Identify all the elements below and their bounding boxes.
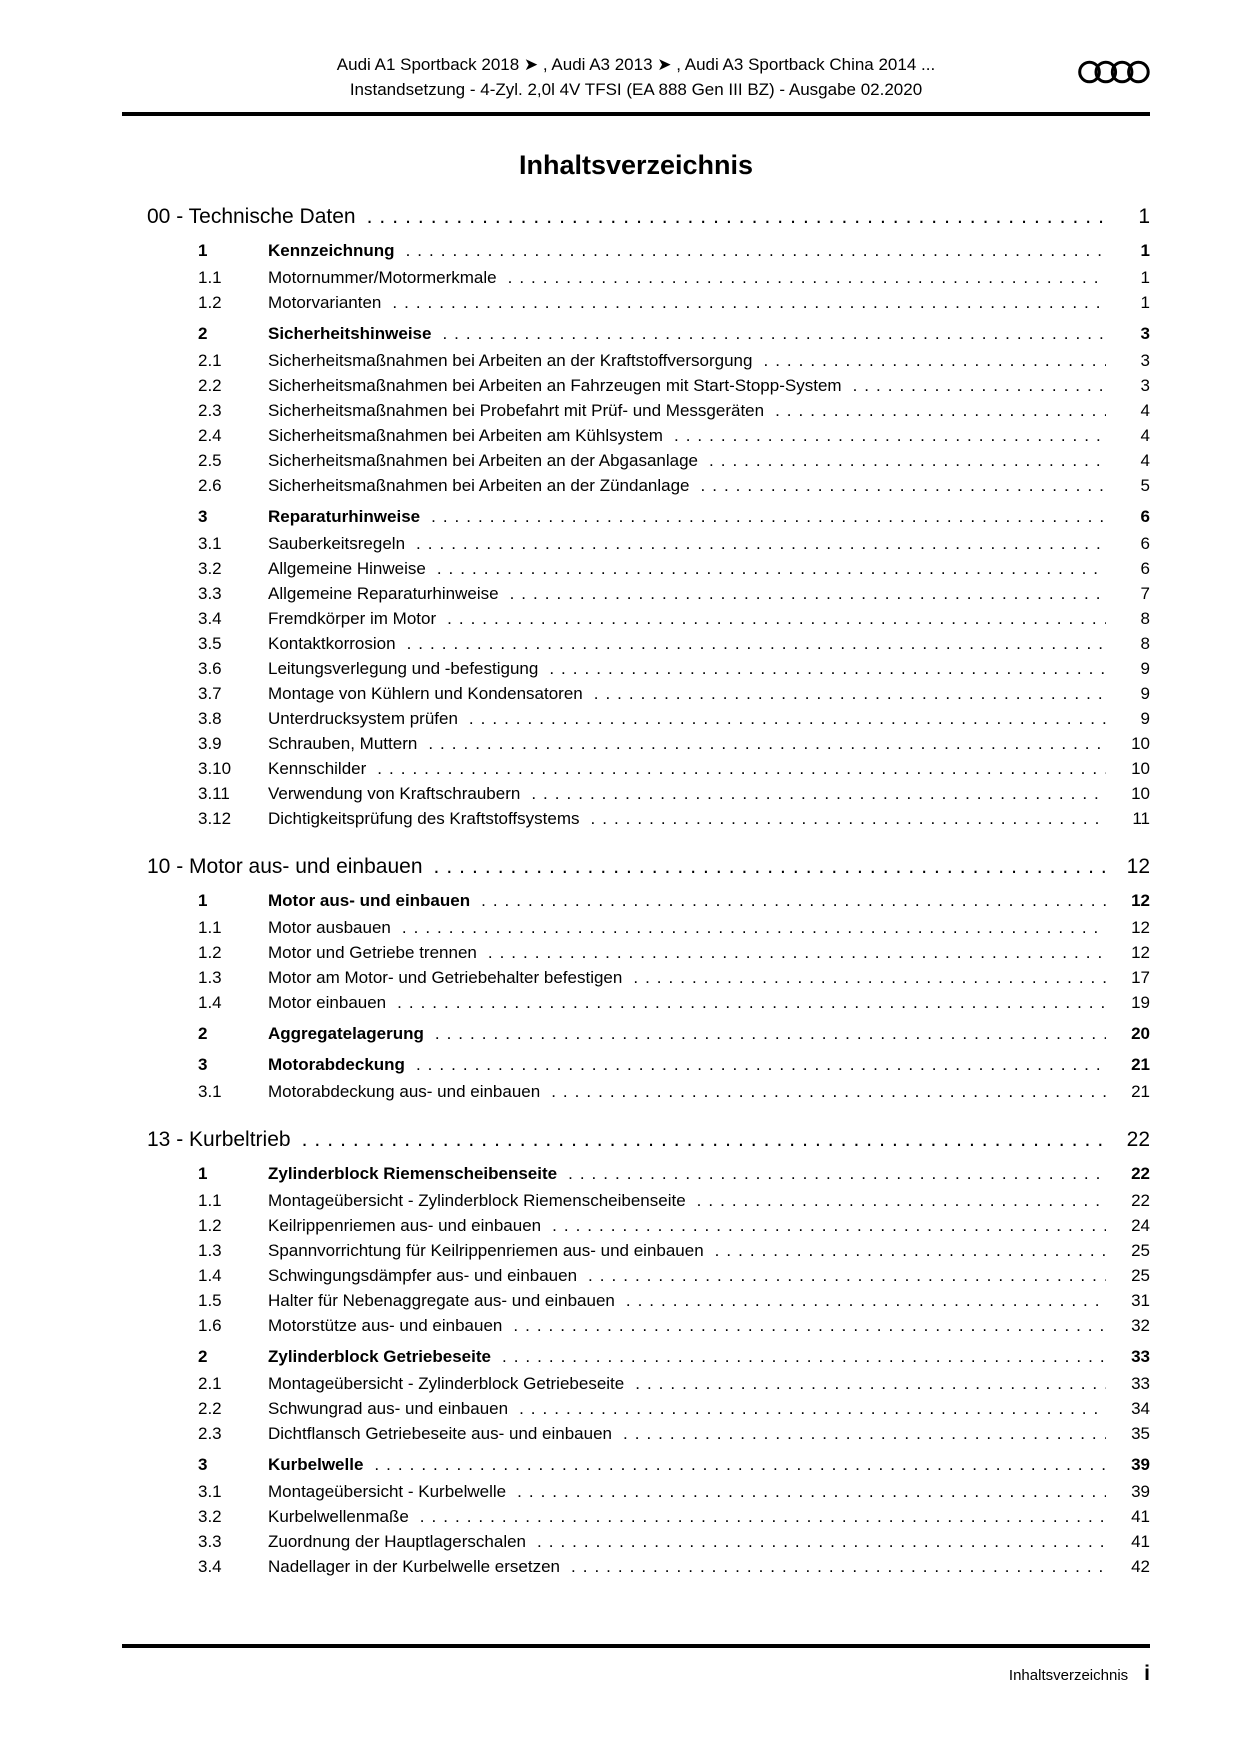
entry-page: 25 bbox=[1131, 1266, 1150, 1285]
entry-title: Motor am Motor- und Getriebehalter befestigen bbox=[268, 968, 623, 987]
toc-section bbox=[122, 1125, 1150, 1579]
entry-num: 3.1 bbox=[198, 534, 222, 553]
toc-row bbox=[122, 1079, 1150, 1104]
toc-chapter-row bbox=[122, 852, 1150, 882]
toc-row bbox=[122, 1238, 1150, 1263]
entry-num: 3.4 bbox=[198, 609, 222, 628]
entry-title: Sicherheitsmaßnahmen bei Arbeiten an der Kraftstoffversorgung bbox=[268, 351, 753, 370]
dot-leader bbox=[571, 1554, 1106, 1579]
entry-title: Keilrippenriemen aus- und einbauen bbox=[268, 1216, 542, 1235]
entry-title: Verwendung von Kraftschraubern bbox=[268, 784, 521, 803]
entry-title: Kontaktkorrosion bbox=[268, 634, 396, 653]
entry-title: Motorabdeckung aus- und einbauen bbox=[268, 1082, 541, 1101]
dot-leader bbox=[709, 448, 1106, 473]
entry-page: 1 bbox=[1140, 241, 1150, 260]
toc-row bbox=[122, 656, 1150, 681]
entry-page: 3 bbox=[1140, 376, 1150, 395]
entry-title: Sicherheitshinweise bbox=[268, 324, 432, 343]
chapter-page: 12 bbox=[1126, 855, 1150, 878]
dot-leader bbox=[367, 202, 1106, 232]
toc-row bbox=[122, 556, 1150, 581]
entry-num: 3.4 bbox=[198, 1557, 222, 1576]
toc-section bbox=[122, 852, 1150, 1104]
page-title: Inhaltsverzeichnis bbox=[518, 150, 754, 180]
entry-title: Motor einbauen bbox=[268, 993, 387, 1012]
dot-leader bbox=[763, 348, 1106, 373]
entry-title: Montageübersicht - Zylinderblock Getriebeseite bbox=[268, 1374, 625, 1393]
entry-num: 3 bbox=[198, 1055, 208, 1074]
entry-num: 3.5 bbox=[198, 634, 222, 653]
entry-num: 3.9 bbox=[198, 734, 222, 753]
dot-leader bbox=[407, 631, 1106, 656]
toc-row bbox=[122, 1288, 1150, 1313]
toc-row bbox=[122, 1554, 1150, 1579]
dot-leader bbox=[437, 556, 1106, 581]
entry-title: Motor ausbauen bbox=[268, 918, 391, 937]
dot-leader bbox=[588, 1263, 1106, 1288]
dot-leader bbox=[552, 1213, 1106, 1238]
entry-page: 9 bbox=[1140, 709, 1150, 728]
dot-leader bbox=[697, 1188, 1106, 1213]
entry-title: Schwingungsdämpfer aus- und einbauen bbox=[268, 1266, 578, 1285]
entry-title: Allgemeine Reparaturhinweise bbox=[268, 584, 499, 603]
toc-section bbox=[122, 202, 1150, 831]
entry-num: 3.11 bbox=[198, 784, 230, 803]
dot-leader bbox=[416, 1052, 1106, 1077]
entry-title: Sicherheitsmaßnahmen bei Probefahrt mit Prüf- und Messgeräten bbox=[268, 401, 765, 420]
dot-leader bbox=[623, 1421, 1106, 1446]
entry-num: 2.5 bbox=[198, 451, 222, 470]
footer-page-number: i bbox=[1144, 1662, 1150, 1685]
entry-page: 7 bbox=[1140, 584, 1150, 603]
entry-num: 3.3 bbox=[198, 584, 222, 603]
entry-num: 3.6 bbox=[198, 659, 222, 678]
entry-page: 35 bbox=[1131, 1424, 1150, 1443]
entry-num: 3.1 bbox=[198, 1482, 222, 1501]
entry-page: 4 bbox=[1140, 451, 1150, 470]
entry-page: 6 bbox=[1140, 534, 1150, 553]
toc-row bbox=[122, 915, 1150, 940]
entry-title: Sauberkeitsregeln bbox=[268, 534, 406, 553]
dot-leader bbox=[626, 1288, 1106, 1313]
dot-leader bbox=[674, 423, 1106, 448]
entry-num: 1.5 bbox=[198, 1291, 222, 1310]
toc-row bbox=[122, 373, 1150, 398]
toc-chapter-row bbox=[122, 1125, 1150, 1155]
dot-leader bbox=[701, 473, 1107, 498]
chapter-title: 13 - Kurbeltrieb bbox=[147, 1128, 291, 1151]
entry-page: 3 bbox=[1140, 324, 1150, 343]
toc-row bbox=[122, 290, 1150, 315]
entry-num: 3.8 bbox=[198, 709, 222, 728]
entry-page: 34 bbox=[1131, 1399, 1150, 1418]
toc-row bbox=[122, 1479, 1150, 1504]
chapter-page: 1 bbox=[1138, 205, 1150, 228]
dot-leader bbox=[469, 706, 1106, 731]
dot-leader bbox=[377, 756, 1106, 781]
chapter-title: 00 - Technische Daten bbox=[147, 205, 356, 228]
dot-leader bbox=[513, 1313, 1106, 1338]
entry-page: 4 bbox=[1140, 401, 1150, 420]
entry-num: 3.3 bbox=[198, 1532, 222, 1551]
entry-title: Schrauben, Muttern bbox=[268, 734, 418, 753]
entry-num: 1.6 bbox=[198, 1316, 222, 1335]
dot-leader bbox=[397, 990, 1106, 1015]
entry-page: 3 bbox=[1140, 351, 1150, 370]
entry-num: 2 bbox=[198, 324, 208, 343]
toc-row bbox=[122, 348, 1150, 373]
entry-num: 1.3 bbox=[198, 968, 222, 987]
dot-leader bbox=[537, 1529, 1106, 1554]
toc-row bbox=[122, 806, 1150, 831]
dot-leader bbox=[406, 238, 1106, 263]
entry-num: 1 bbox=[198, 1164, 208, 1183]
dot-leader bbox=[591, 806, 1107, 831]
entry-num: 2.4 bbox=[198, 426, 222, 445]
entry-page: 9 bbox=[1140, 684, 1150, 703]
dot-leader bbox=[568, 1161, 1106, 1186]
chapter-page: 22 bbox=[1126, 1128, 1150, 1151]
entry-page: 12 bbox=[1131, 943, 1150, 962]
entry-page: 20 bbox=[1131, 1024, 1150, 1043]
entry-page: 12 bbox=[1131, 918, 1150, 937]
page-footer bbox=[122, 1644, 1150, 1686]
entry-num: 3.2 bbox=[198, 559, 222, 578]
entry-page: 11 bbox=[1132, 809, 1150, 828]
entry-page: 6 bbox=[1140, 559, 1150, 578]
entry-num: 1.1 bbox=[198, 918, 222, 937]
entry-page: 1 bbox=[1140, 268, 1150, 287]
dot-leader bbox=[594, 681, 1106, 706]
entry-title: Motor aus- und einbauen bbox=[268, 891, 471, 910]
entry-page: 41 bbox=[1131, 1507, 1150, 1526]
chapter-title: 10 - Motor aus- und einbauen bbox=[147, 855, 423, 878]
toc-row bbox=[122, 781, 1150, 806]
toc-row bbox=[122, 473, 1150, 498]
entry-title: Kurbelwelle bbox=[268, 1455, 364, 1474]
dot-leader bbox=[302, 1125, 1106, 1155]
entry-title: Halter für Nebenaggregate aus- und einbauen bbox=[268, 1291, 615, 1310]
toc-row bbox=[122, 321, 1150, 346]
entry-num: 2.2 bbox=[198, 1399, 222, 1418]
entry-title: Motorvarianten bbox=[268, 293, 382, 312]
header-models-line: Audi A1 Sportback 2018 ➤ , Audi A3 2013 ➤ , Audi A3 Sportback China 2014 ... bbox=[336, 55, 936, 74]
entry-num: 2.2 bbox=[198, 376, 222, 395]
entry-title: Sicherheitsmaßnahmen bei Arbeiten an Fahrzeugen mit Start-Stopp-System bbox=[268, 376, 842, 395]
dot-leader bbox=[510, 581, 1106, 606]
entry-num: 1.1 bbox=[198, 1191, 222, 1210]
toc-row bbox=[122, 1313, 1150, 1338]
entry-page: 12 bbox=[1131, 891, 1150, 910]
toc-row bbox=[122, 1263, 1150, 1288]
entry-title: Dichtflansch Getriebeseite aus- und einbauen bbox=[268, 1424, 612, 1443]
entry-page: 22 bbox=[1131, 1191, 1150, 1210]
entry-page: 24 bbox=[1131, 1216, 1150, 1235]
entry-title: Motorstütze aus- und einbauen bbox=[268, 1316, 503, 1335]
dot-leader bbox=[434, 852, 1106, 882]
toc-row bbox=[122, 888, 1150, 913]
entry-title: Allgemeine Hinweise bbox=[268, 559, 426, 578]
dot-leader bbox=[775, 398, 1106, 423]
dot-leader bbox=[633, 965, 1106, 990]
dot-leader bbox=[374, 1452, 1106, 1477]
entry-title: Schwungrad aus- und einbauen bbox=[268, 1399, 509, 1418]
entry-num: 3.2 bbox=[198, 1507, 222, 1526]
dot-leader bbox=[420, 1504, 1106, 1529]
entry-title: Reparaturhinweise bbox=[268, 507, 421, 526]
entry-title: Fremdkörper im Motor bbox=[268, 609, 437, 628]
entry-title: Montageübersicht - Zylinderblock Riemenscheibenseite bbox=[268, 1191, 686, 1210]
entry-page: 33 bbox=[1131, 1347, 1150, 1366]
entry-num: 2.1 bbox=[198, 1374, 222, 1393]
entry-num: 1.2 bbox=[198, 293, 222, 312]
toc-row bbox=[122, 1452, 1150, 1477]
entry-title: Nadellager in der Kurbelwelle ersetzen bbox=[268, 1557, 560, 1576]
toc-row bbox=[122, 631, 1150, 656]
entry-num: 3.10 bbox=[198, 759, 232, 778]
entry-page: 32 bbox=[1131, 1316, 1150, 1335]
entry-page: 31 bbox=[1131, 1291, 1150, 1310]
entry-num: 3 bbox=[198, 1455, 208, 1474]
entry-page: 21 bbox=[1131, 1082, 1150, 1101]
entry-num: 2 bbox=[198, 1347, 208, 1366]
entry-title: Dichtigkeitsprüfung des Kraftstoffsystems bbox=[268, 809, 580, 828]
dot-leader bbox=[416, 531, 1106, 556]
entry-num: 2 bbox=[198, 1024, 208, 1043]
entry-title: Spannvorrichtung für Keilrippenriemen aus- und einbauen bbox=[268, 1241, 704, 1260]
entry-page: 41 bbox=[1131, 1532, 1150, 1551]
toc-row bbox=[122, 731, 1150, 756]
entry-num: 1.1 bbox=[198, 268, 222, 287]
page-header bbox=[122, 52, 1150, 116]
toc-row bbox=[122, 1021, 1150, 1046]
dot-leader bbox=[447, 606, 1106, 631]
entry-page: 9 bbox=[1140, 659, 1150, 678]
toc-row bbox=[122, 940, 1150, 965]
entry-page: 42 bbox=[1131, 1557, 1150, 1576]
entry-num: 2.6 bbox=[198, 476, 222, 495]
toc-row bbox=[122, 1396, 1150, 1421]
entry-title: Sicherheitsmaßnahmen bei Arbeiten an der Zündanlage bbox=[268, 476, 690, 495]
toc-row bbox=[122, 606, 1150, 631]
chapter-entries bbox=[122, 238, 1150, 831]
dot-leader bbox=[508, 265, 1106, 290]
entry-title: Aggregatelagerung bbox=[268, 1024, 424, 1043]
dot-leader bbox=[635, 1371, 1106, 1396]
dot-leader bbox=[551, 1079, 1106, 1104]
entry-page: 8 bbox=[1140, 609, 1150, 628]
entry-title: Sicherheitsmaßnahmen bei Arbeiten an der Abgasanlage bbox=[268, 451, 699, 470]
entry-page: 10 bbox=[1131, 784, 1150, 803]
entry-page: 19 bbox=[1131, 993, 1150, 1012]
toc-row bbox=[122, 1421, 1150, 1446]
entry-num: 2.3 bbox=[198, 401, 222, 420]
toc-row bbox=[122, 1504, 1150, 1529]
dot-leader bbox=[853, 373, 1106, 398]
entry-page: 25 bbox=[1131, 1241, 1150, 1260]
header-edition-line: Instandsetzung - 4-Zyl. 2,0l 4V TFSI (EA 888 Gen III BZ) - Ausgabe 02.2020 bbox=[349, 80, 923, 99]
toc-row bbox=[122, 423, 1150, 448]
entry-num: 3.12 bbox=[198, 809, 232, 828]
entry-title: Zuordnung der Hauptlagerschalen bbox=[268, 1532, 527, 1551]
dot-leader bbox=[442, 321, 1106, 346]
dot-leader bbox=[428, 731, 1106, 756]
dot-leader bbox=[431, 504, 1106, 529]
toc-row bbox=[122, 504, 1150, 529]
toc-row bbox=[122, 681, 1150, 706]
entry-title: Zylinderblock Getriebeseite bbox=[268, 1347, 491, 1366]
entry-num: 3.1 bbox=[198, 1082, 222, 1101]
dot-leader bbox=[519, 1396, 1106, 1421]
dot-leader bbox=[392, 290, 1106, 315]
entry-title: Motornummer/Motormerkmale bbox=[268, 268, 497, 287]
entry-num: 1.2 bbox=[198, 943, 222, 962]
toc-row bbox=[122, 1529, 1150, 1554]
entry-page: 39 bbox=[1131, 1455, 1150, 1474]
toc-row bbox=[122, 1052, 1150, 1077]
toc-row bbox=[122, 581, 1150, 606]
entry-page: 33 bbox=[1131, 1374, 1150, 1393]
entry-page: 1 bbox=[1140, 293, 1150, 312]
entry-page: 4 bbox=[1140, 426, 1150, 445]
toc-row bbox=[122, 1213, 1150, 1238]
toc-row bbox=[122, 756, 1150, 781]
dot-leader bbox=[481, 888, 1106, 913]
entry-title: Montage von Kühlern und Kondensatoren bbox=[268, 684, 583, 703]
entry-num: 2.1 bbox=[198, 351, 222, 370]
toc-row bbox=[122, 1161, 1150, 1186]
entry-page: 22 bbox=[1131, 1164, 1150, 1183]
toc-row bbox=[122, 1344, 1150, 1369]
toc-row bbox=[122, 1371, 1150, 1396]
dot-leader bbox=[517, 1479, 1106, 1504]
entry-num: 1.4 bbox=[198, 1266, 222, 1285]
entry-title: Sicherheitsmaßnahmen bei Arbeiten am Kühlsystem bbox=[268, 426, 663, 445]
entry-title: Unterdrucksystem prüfen bbox=[268, 709, 458, 728]
dot-leader bbox=[549, 656, 1106, 681]
dot-leader bbox=[531, 781, 1106, 806]
entry-num: 1.4 bbox=[198, 993, 222, 1012]
dot-leader bbox=[488, 940, 1106, 965]
dot-leader bbox=[402, 915, 1106, 940]
entry-num: 3 bbox=[198, 507, 208, 526]
toc-chapter-row bbox=[122, 202, 1150, 232]
toc-row bbox=[122, 1188, 1150, 1213]
entry-title: Kennschilder bbox=[268, 759, 367, 778]
toc-row bbox=[122, 531, 1150, 556]
entry-page: 17 bbox=[1131, 968, 1150, 987]
toc-row bbox=[122, 448, 1150, 473]
entry-page: 10 bbox=[1131, 759, 1150, 778]
toc-row bbox=[122, 706, 1150, 731]
entry-title: Kurbelwellenmaße bbox=[268, 1507, 409, 1526]
entry-page: 21 bbox=[1131, 1055, 1150, 1074]
toc-row bbox=[122, 265, 1150, 290]
entry-title: Montageübersicht - Kurbelwelle bbox=[268, 1482, 507, 1501]
entry-page: 5 bbox=[1140, 476, 1150, 495]
entry-page: 10 bbox=[1131, 734, 1150, 753]
toc-row bbox=[122, 238, 1150, 263]
entry-title: Zylinderblock Riemenscheibenseite bbox=[268, 1164, 558, 1183]
entry-title: Leitungsverlegung und -befestigung bbox=[268, 659, 539, 678]
entry-page: 39 bbox=[1131, 1482, 1150, 1501]
toc bbox=[122, 202, 1150, 1579]
footer-label: Inhaltsverzeichnis bbox=[1008, 1667, 1129, 1684]
entry-title: Motor und Getriebe trennen bbox=[268, 943, 477, 962]
entry-num: 1.2 bbox=[198, 1216, 222, 1235]
entry-page: 6 bbox=[1140, 507, 1150, 526]
dot-leader bbox=[502, 1344, 1106, 1369]
toc-row bbox=[122, 398, 1150, 423]
chapter-entries bbox=[122, 1161, 1150, 1579]
toc-row bbox=[122, 965, 1150, 990]
entry-num: 1 bbox=[198, 241, 208, 260]
entry-num: 1.3 bbox=[198, 1241, 222, 1260]
entry-title: Kennzeichnung bbox=[268, 241, 395, 260]
entry-page: 8 bbox=[1140, 634, 1150, 653]
entry-num: 3.7 bbox=[198, 684, 222, 703]
entry-num: 1 bbox=[198, 891, 208, 910]
dot-leader bbox=[435, 1021, 1106, 1046]
chapter-entries bbox=[122, 888, 1150, 1104]
audi-rings-icon bbox=[1078, 58, 1150, 93]
entry-title: Motorabdeckung bbox=[268, 1055, 405, 1074]
dot-leader bbox=[715, 1238, 1106, 1263]
entry-num: 2.3 bbox=[198, 1424, 222, 1443]
toc-row bbox=[122, 990, 1150, 1015]
